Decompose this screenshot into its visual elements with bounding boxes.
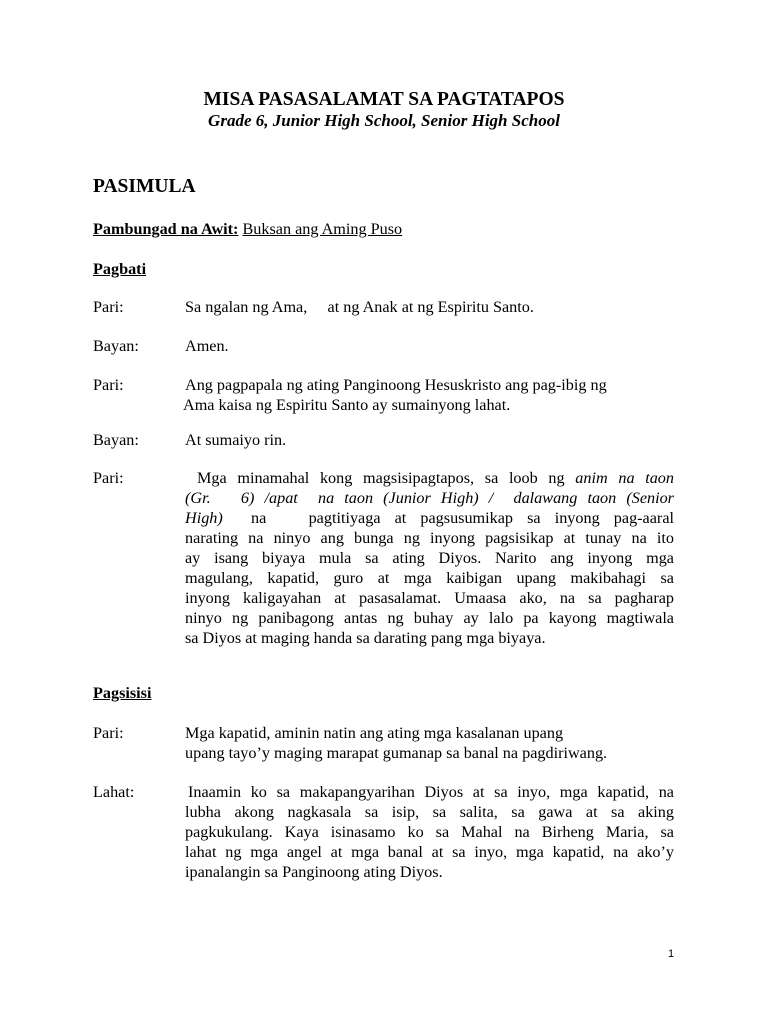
dialogue-line: Sa ngalan ng Ama, at ng Anak at ng Espiritu Santo. (185, 298, 534, 316)
document-title: MISA PASASALAMAT SA PAGTATAPOS (203, 89, 565, 110)
dialogue-line: Ama kaisa ng Espiritu Santo ay sumainyong lahat. (183, 396, 511, 414)
address-line: ninyo ng panibagong antas ng buhay ay lalo pa kayong magtiwala (185, 609, 674, 627)
dialogue-text (185, 430, 674, 450)
dialogue-line: Mga kapatid, aminin natin ang ating mga kasalanan upang (185, 724, 564, 742)
dialogue-line: upang tayo’y maging marapat gumanap sa banal na pagdiriwang. (185, 744, 608, 762)
speaker-label: Pari: (93, 724, 124, 742)
address-line-italic: anim na taon (575, 469, 674, 487)
dialogue-line: pagkukulang. Kaya isinasamo ko sa Mahal na Birheng Maria, sa (185, 823, 674, 841)
opening-song-label: Pambungad na Awit: (93, 220, 239, 238)
penitence-heading: Pagsisisi (93, 684, 152, 702)
address-line (185, 508, 674, 528)
speaker-label: Pari: (93, 376, 124, 394)
opening-song-title: Buksan ang Aming Puso (242, 220, 403, 238)
document-subtitle: Grade 6, Junior High School, Senior High School (208, 111, 560, 130)
address-line: sa Diyos at maging handa sa darating pang mga biyaya. (185, 629, 546, 647)
dialogue-text (185, 723, 674, 763)
dialogue-line: Ang pagpapala ng ating Panginoong Hesuskristo ang pag-ibig ng (185, 376, 607, 394)
dialogue-text (185, 297, 674, 317)
address-line-text: na pagtitiyaga at pagsusumikap sa inyong pag-aaral (222, 509, 674, 527)
dialogue-line: Inaamin ko sa makapangyarihan Diyos at sa inyo, mga kapatid, na (188, 783, 674, 801)
dialogue-line: lubha akong nagkasala sa isip, sa salita, sa gawa at sa aking (185, 803, 674, 821)
section-heading-pasimula: PASIMULA (93, 176, 196, 197)
dialogue-text (185, 782, 674, 882)
dialogue-line: lahat ng mga angel at mga banal at sa inyo, mga kapatid, na ako’y (185, 843, 674, 861)
greeting-heading: Pagbati (93, 260, 147, 278)
address-line (185, 468, 674, 488)
dialogue-line: Amen. (185, 337, 229, 355)
address-line-italic: High) (185, 509, 223, 527)
speaker-label: Bayan: (93, 431, 139, 449)
address-text (185, 468, 674, 648)
address-line (185, 488, 674, 508)
opening-song-line (93, 219, 402, 239)
speaker-label: Pari: (93, 298, 124, 316)
address-line: magulang, kapatid, guro at mga kaibigan upang makibahagi sa (185, 569, 674, 587)
address-line-text: Mga minamahal kong magsisipagtapos, sa loob ng (197, 469, 576, 487)
dialogue-text (185, 375, 674, 415)
speaker-label: Bayan: (93, 337, 139, 355)
address-line-italic: (Gr. 6) /apat na taon (Junior High) / dalawang taon (Senior (185, 489, 674, 507)
dialogue-line: ipanalangin sa Panginoong ating Diyos. (185, 863, 443, 881)
speaker-label: Lahat: (93, 783, 135, 801)
dialogue-line: At sumaiyo rin. (185, 431, 287, 449)
dialogue-text (185, 336, 674, 356)
address-line: ay isang biyaya mula sa ating Diyos. Narito ang inyong mga (185, 549, 674, 567)
address-line: inyong kaligayahan at pasasalamat. Umaasa ako, na sa pagharap (185, 589, 674, 607)
address-line: narating na ninyo ang bunga ng inyong pagsisikap at tunay na ito (185, 529, 674, 547)
speaker-label: Pari: (93, 469, 124, 487)
page-number: 1 (668, 948, 675, 960)
